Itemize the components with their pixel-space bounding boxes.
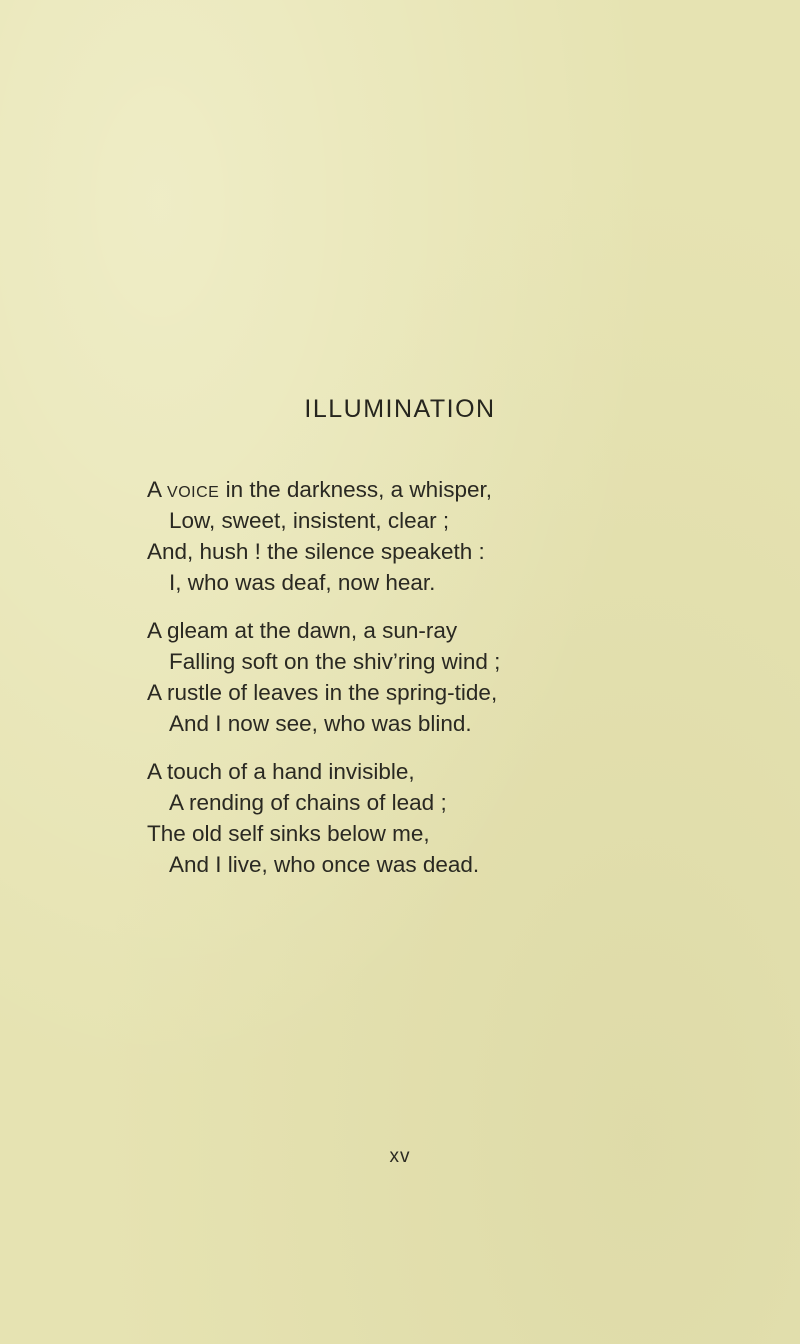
page-number: xv (389, 1146, 411, 1167)
stanza-1 (147, 474, 707, 598)
poem-line: A gleam at the dawn, a sun-ray (147, 618, 458, 643)
poem-body (147, 474, 707, 897)
poem-line (147, 474, 707, 505)
poem-line: I, who was deaf, now hear. (169, 570, 436, 595)
line-rest: in the darkness, a whisper, (219, 477, 492, 502)
poem-line: And, hush ! the silence speaketh : (147, 539, 485, 564)
poem-line: A rustle of leaves in the spring-tide, (147, 680, 498, 705)
stanza-2 (147, 615, 707, 739)
poem-line: A rending of chains of lead ; (169, 790, 447, 815)
poem-line: And I live, who once was dead. (169, 852, 480, 877)
small-caps-word: voice (167, 477, 220, 502)
poem-title: ILLUMINATION (304, 395, 496, 423)
poem-line: A touch of a hand invisible, (147, 759, 415, 784)
stanza-3 (147, 756, 707, 880)
poem-line: The old self sinks below me, (147, 821, 430, 846)
poem-line: Low, sweet, insistent, clear ; (169, 508, 450, 533)
poem-line: Falling soft on the shiv’ring wind ; (169, 649, 501, 674)
poem-line: And I now see, who was blind. (169, 711, 472, 736)
line-lead: A (147, 477, 168, 502)
